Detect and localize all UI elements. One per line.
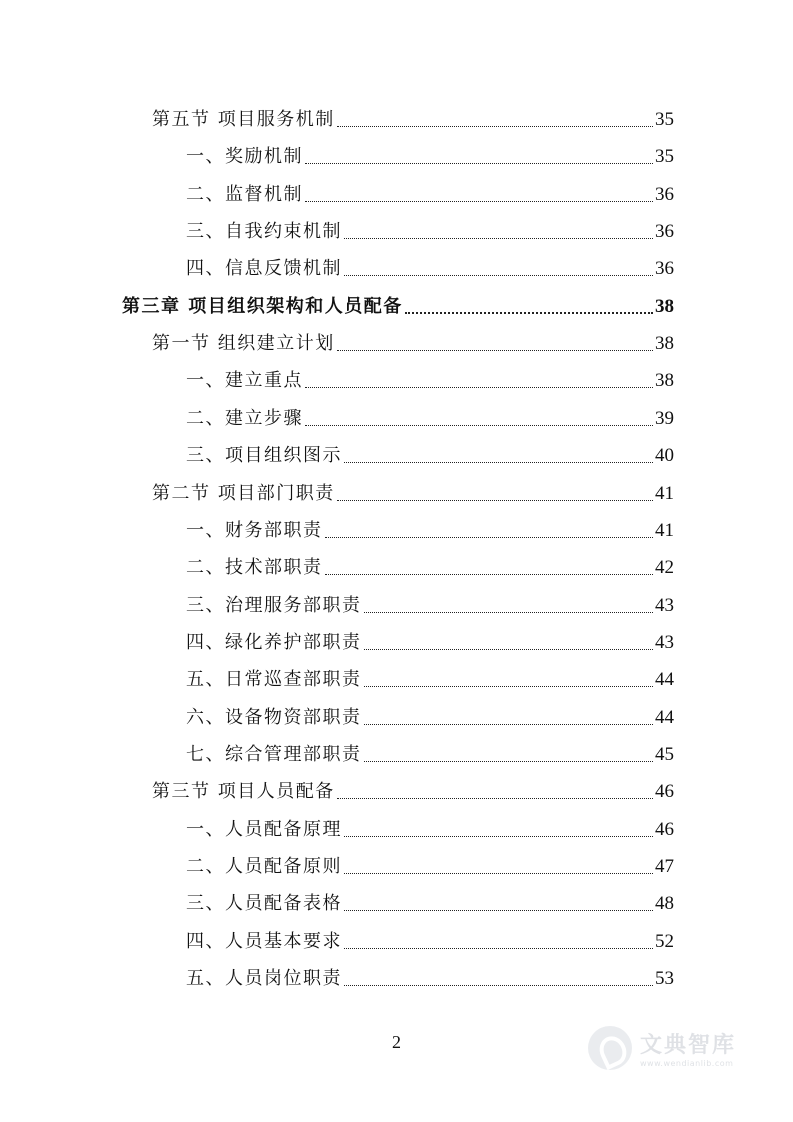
toc-entry-label: 四、人员基本要求 <box>186 930 342 952</box>
toc-section-entry[interactable] <box>152 106 674 132</box>
toc-dot-leader <box>325 573 654 575</box>
toc-entry-page: 41 <box>655 482 674 504</box>
toc-subsection-entry[interactable] <box>186 181 674 207</box>
toc-entry-page: 44 <box>655 669 674 691</box>
toc-subsection-entry[interactable] <box>186 405 674 431</box>
toc-chapter-entry[interactable] <box>122 293 674 319</box>
toc-dot-leader <box>337 797 653 799</box>
toc-entry-page: 48 <box>655 893 674 915</box>
toc-entry-page: 44 <box>655 706 674 728</box>
toc-entry-page: 46 <box>655 818 674 840</box>
toc-entry-label: 四、绿化养护部职责 <box>186 631 362 653</box>
toc-section-entry[interactable] <box>152 330 674 356</box>
toc-subsection-entry[interactable] <box>186 816 674 842</box>
toc-dot-leader <box>325 536 654 538</box>
toc-entry-label: 七、综合管理部职责 <box>186 743 362 765</box>
toc-dot-leader <box>305 386 653 388</box>
toc-dot-leader <box>364 648 654 650</box>
toc-entry-page: 46 <box>655 781 674 803</box>
toc-entry-page: 36 <box>655 221 674 243</box>
watermark-logo-icon <box>588 1026 632 1070</box>
toc-entry-page: 52 <box>655 930 674 952</box>
toc-dot-leader <box>337 349 653 351</box>
toc-subsection-entry[interactable] <box>186 255 674 281</box>
toc-entry-page: 39 <box>655 407 674 429</box>
toc-entry-label: 第三章 项目组织架构和人员配备 <box>122 295 403 317</box>
toc-dot-leader <box>305 200 653 202</box>
toc-entry-page: 35 <box>655 146 674 168</box>
toc-entry-label: 二、监督机制 <box>186 183 303 205</box>
toc-entry-label: 一、建立重点 <box>186 370 303 392</box>
toc-entry-label: 二、建立步骤 <box>186 407 303 429</box>
toc-dot-leader <box>344 909 653 911</box>
toc-entry-page: 47 <box>655 856 674 877</box>
toc-entry-page: 36 <box>655 183 674 205</box>
toc-entry-page: 36 <box>655 258 674 280</box>
toc-dot-leader <box>344 274 653 276</box>
toc-subsection-entry[interactable] <box>186 890 674 916</box>
watermark <box>588 1018 758 1078</box>
toc-dot-leader <box>344 835 653 837</box>
toc-dot-leader <box>344 947 653 949</box>
toc-dot-leader <box>364 685 654 687</box>
toc-entry-label: 五、日常巡查部职责 <box>186 669 362 691</box>
toc-entry-label: 第三节 项目人员配备 <box>152 781 335 803</box>
toc-entry-page: 38 <box>655 295 674 317</box>
toc-entry-page: 42 <box>655 557 674 579</box>
toc-dot-leader <box>344 984 653 986</box>
toc-entry-label: 第一节 组织建立计划 <box>152 333 335 355</box>
toc-subsection-entry[interactable] <box>186 629 674 655</box>
toc-subsection-entry[interactable] <box>186 143 674 169</box>
toc-entry-label: 二、技术部职责 <box>186 557 323 579</box>
toc-dot-leader <box>337 125 653 127</box>
page-number: 2 <box>392 1032 401 1052</box>
toc-entry-label: 四、信息反馈机制 <box>186 258 342 280</box>
toc-subsection-entry[interactable] <box>186 517 674 543</box>
watermark-url: www.wendianlib.com <box>640 1059 734 1068</box>
toc-dot-leader <box>344 461 653 463</box>
toc-dot-leader <box>305 424 653 426</box>
toc-section-entry[interactable] <box>152 480 674 506</box>
toc-entry-page: 38 <box>655 333 674 355</box>
toc-entry-label: 第二节 项目部门职责 <box>152 482 335 504</box>
toc-entry-page: 53 <box>655 968 674 990</box>
toc-section-entry[interactable] <box>152 778 674 804</box>
toc-entry-page: 41 <box>655 519 674 541</box>
toc-dot-leader <box>344 872 653 874</box>
toc-subsection-entry[interactable] <box>186 928 674 954</box>
toc-dot-leader <box>364 723 654 725</box>
toc-subsection-entry[interactable] <box>186 592 674 618</box>
toc-entry-page: 40 <box>655 445 674 467</box>
toc-subsection-entry[interactable] <box>186 666 674 692</box>
toc-entry-label: 一、财务部职责 <box>186 519 323 541</box>
toc-dot-leader <box>337 499 653 501</box>
toc-entry-label: 第五节 项目服务机制 <box>152 109 335 130</box>
toc-subsection-entry[interactable] <box>186 741 674 767</box>
toc-entry-page: 38 <box>655 370 674 392</box>
toc-entry-label: 一、人员配备原理 <box>186 818 342 840</box>
toc-dot-leader <box>305 162 653 164</box>
toc-entry-label: 六、设备物资部职责 <box>186 706 362 728</box>
toc-subsection-entry[interactable] <box>186 704 674 730</box>
toc-entry-page: 43 <box>655 631 674 653</box>
toc-entry-label: 二、人员配备原则 <box>186 856 342 877</box>
toc-subsection-entry[interactable] <box>186 554 674 580</box>
toc-entry-page: 45 <box>655 743 674 765</box>
toc-dot-leader <box>364 611 654 613</box>
toc-dot-leader <box>344 237 653 239</box>
toc-entry-label: 一、奖励机制 <box>186 146 303 168</box>
toc-entry-label: 三、治理服务部职责 <box>186 594 362 616</box>
toc-dot-leader <box>364 760 654 762</box>
toc-subsection-entry[interactable] <box>186 853 674 879</box>
toc-dot-leader <box>405 311 653 314</box>
toc-entry-page: 35 <box>655 109 674 130</box>
toc-entry-label: 三、自我约束机制 <box>186 221 342 243</box>
watermark-name: 文典智库 <box>640 1033 737 1058</box>
toc-entry-label: 五、人员岗位职责 <box>186 968 342 990</box>
toc-entry-label: 三、人员配备表格 <box>186 893 342 915</box>
toc-entry-label: 三、项目组织图示 <box>186 445 342 467</box>
toc-subsection-entry[interactable] <box>186 218 674 244</box>
toc-subsection-entry[interactable] <box>186 965 674 991</box>
toc-entry-page: 43 <box>655 594 674 616</box>
toc-subsection-entry[interactable] <box>186 442 674 468</box>
toc-subsection-entry[interactable] <box>186 367 674 393</box>
